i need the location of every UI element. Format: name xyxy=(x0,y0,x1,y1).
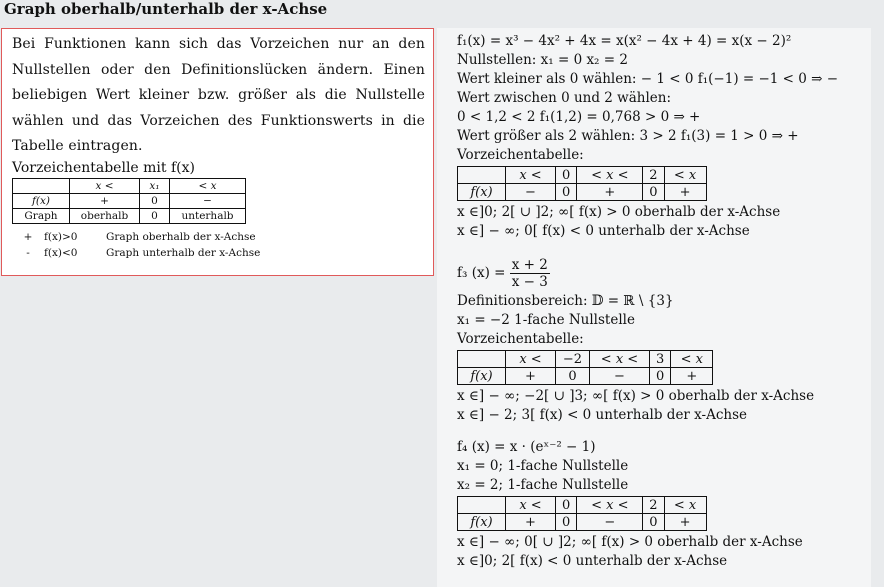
legend-text: Graph oberhalb der x-Achse xyxy=(106,230,256,243)
table-cell: 0 xyxy=(556,167,577,184)
f1-test-less: Wert kleiner als 0 wählen: − 1 < 0 f₁(−1) = −1 < 0 ⇒ − xyxy=(457,71,839,87)
f1-result-negative: x ∈] − ∞; 0[ f(x) < 0 unterhalb der x-Achse xyxy=(457,223,750,239)
table-cell: f(x) xyxy=(458,184,506,201)
sign-table-template xyxy=(12,178,246,224)
intro-text: Bei Funktionen kann sich das Vorzeichen nur an den Nullstellen oder den Definitionslücken ändern. Einen beliebigen Wert kleiner bzw. größer als die Nullstelle wählen und das Vorzeichen des Funktionswerts in die Tabelle eintragen. xyxy=(12,36,425,154)
f4-zero-2: x₂ = 2; 1-fache Nullstelle xyxy=(457,477,629,493)
table-cell: − xyxy=(590,368,650,385)
table-cell: 0 xyxy=(643,514,664,531)
table-cell xyxy=(458,351,506,368)
table-cell: f(x) xyxy=(13,193,70,208)
table-row xyxy=(458,167,707,184)
table-cell: 0 xyxy=(556,368,590,385)
table-cell: −2 xyxy=(556,351,590,368)
legend-condition: f(x)>0 xyxy=(44,230,78,243)
table-cell: x₁ xyxy=(140,178,170,193)
f3-sign-table xyxy=(457,350,713,385)
table-cell: x < xyxy=(70,178,140,193)
table-cell: < x < xyxy=(577,167,643,184)
table-cell: < x xyxy=(170,178,246,193)
f3-lhs: f₃ (x) = xyxy=(457,265,506,281)
f1-test-greater: Wert größer als 2 wählen: 3 > 2 f₁(3) = 1 > 0 ⇒ + xyxy=(457,128,799,144)
table-cell: + xyxy=(671,368,713,385)
f4-sign-table xyxy=(457,496,707,531)
table-cell: + xyxy=(70,193,140,208)
table-cell: + xyxy=(506,514,556,531)
table-cell: 0 xyxy=(643,184,664,201)
table-cell xyxy=(458,167,506,184)
table-cell: f(x) xyxy=(458,368,506,385)
legend-text: Graph unterhalb der x-Achse xyxy=(106,246,261,259)
legend xyxy=(12,229,425,261)
table-cell: < x xyxy=(664,167,706,184)
table-cell: x < xyxy=(506,167,556,184)
table-cell: 2 xyxy=(643,167,664,184)
table-cell: Graph xyxy=(13,208,70,223)
table-cell: unterhalb xyxy=(170,208,246,223)
table-cell: + xyxy=(577,184,643,201)
f3-denominator: x − 3 xyxy=(511,273,548,290)
f3-table-label: Vorzeichentabelle: xyxy=(457,331,584,347)
table-cell: < x < xyxy=(590,351,650,368)
legend-condition: f(x)<0 xyxy=(44,246,78,259)
examples-panel xyxy=(437,28,871,587)
table-row xyxy=(458,368,713,385)
legend-symbol: + xyxy=(23,230,33,243)
f1-zeros: Nullstellen: x₁ = 0 x₂ = 2 xyxy=(457,52,628,68)
f1-test-between-label: Wert zwischen 0 und 2 wählen: xyxy=(457,90,672,106)
table-row xyxy=(458,514,707,531)
table-cell: f(x) xyxy=(458,514,506,531)
f1-result-positive: x ∈]0; 2[ ∪ ]2; ∞[ f(x) > 0 oberhalb der x-Achse xyxy=(457,204,781,220)
legend-item xyxy=(12,229,425,245)
table-cell: 0 xyxy=(556,497,577,514)
table-cell: 0 xyxy=(650,368,671,385)
f3-numerator: x + 2 xyxy=(511,256,548,273)
legend-symbol: - xyxy=(26,246,30,259)
table-row xyxy=(458,184,707,201)
f4-definition: f₄ (x) = x · (eˣ⁻² − 1) xyxy=(457,439,596,455)
table-cell: 3 xyxy=(650,351,671,368)
table-cell: < x < xyxy=(577,497,643,514)
page-title: Graph oberhalb/unterhalb der x-Achse xyxy=(4,0,328,18)
table-cell: + xyxy=(664,184,706,201)
table-cell: + xyxy=(506,368,556,385)
table-row xyxy=(13,178,246,193)
legend-item xyxy=(12,245,425,261)
table-cell: 0 xyxy=(556,514,577,531)
table-cell: oberhalb xyxy=(70,208,140,223)
table-cell: x < xyxy=(506,351,556,368)
f3-fraction xyxy=(510,257,550,290)
sign-table-title: Vorzeichentabelle mit f(x) xyxy=(12,159,195,176)
table-cell: 0 xyxy=(140,193,170,208)
f3-result-negative: x ∈] − 2; 3[ f(x) < 0 unterhalb der x-Achse xyxy=(457,407,748,423)
f1-test-between: 0 < 1,2 < 2 f₁(1,2) = 0,768 > 0 ⇒ + xyxy=(457,109,701,125)
table-cell: x < xyxy=(506,497,556,514)
f3-domain: Definitionsbereich: 𝔻 = ℝ \ {3} xyxy=(457,293,674,309)
table-row xyxy=(458,497,707,514)
table-row xyxy=(13,193,246,208)
table-cell: + xyxy=(664,514,706,531)
table-cell xyxy=(13,178,70,193)
table-cell: − xyxy=(577,514,643,531)
table-cell: − xyxy=(506,184,556,201)
f3-definition xyxy=(457,254,871,292)
f1-table-label: Vorzeichentabelle: xyxy=(457,147,584,163)
table-cell: 0 xyxy=(140,208,170,223)
f1-definition: f₁(x) = x³ − 4x² + 4x = x(x² − 4x + 4) = x(x − 2)² xyxy=(457,33,792,49)
f4-result-positive: x ∈] − ∞; 0[ ∪ ]2; ∞[ f(x) > 0 oberhalb der x-Achse xyxy=(457,534,803,550)
table-cell xyxy=(458,497,506,514)
f1-sign-table xyxy=(457,166,707,201)
table-cell: − xyxy=(170,193,246,208)
table-cell: 2 xyxy=(643,497,664,514)
table-cell: 0 xyxy=(556,184,577,201)
f3-zero: x₁ = −2 1-fache Nullstelle xyxy=(457,312,635,328)
f3-result-positive: x ∈] − ∞; −2[ ∪ ]3; ∞[ f(x) > 0 oberhalb der x-Achse xyxy=(457,388,815,404)
table-cell: < x xyxy=(671,351,713,368)
rule-box xyxy=(1,28,434,276)
f4-result-negative: x ∈]0; 2[ f(x) < 0 unterhalb der x-Achse xyxy=(457,553,728,569)
f4-zero-1: x₁ = 0; 1-fache Nullstelle xyxy=(457,458,629,474)
table-row xyxy=(13,208,246,223)
table-row xyxy=(458,351,713,368)
table-cell: < x xyxy=(664,497,706,514)
